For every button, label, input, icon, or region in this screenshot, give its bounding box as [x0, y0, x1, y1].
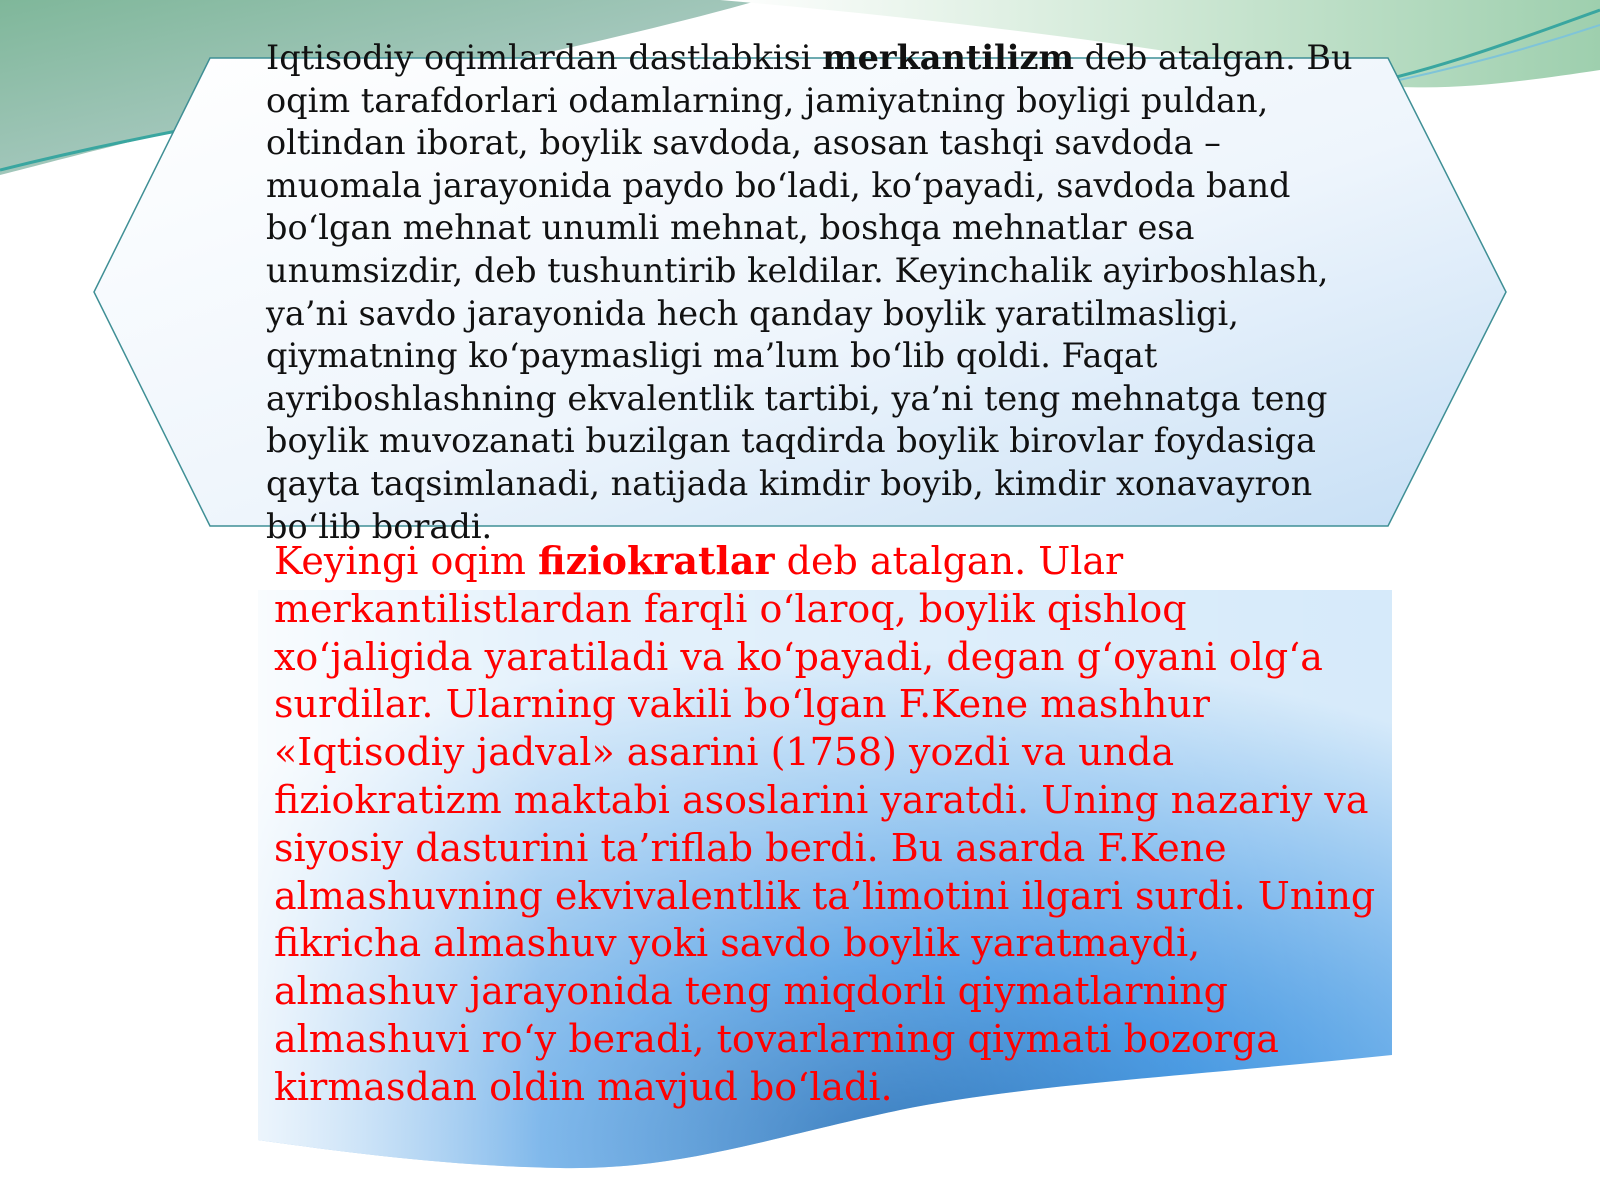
paragraph1-body: deb atalgan. Bu oqim tarafdorlari odamlarning, jamiyatning boyligi puldan, oltindan iborat, boylik savdoda, asosan tashqi savdoda – muomala jarayonida paydo bo‘ladi, ko‘payadi, savdoda band bo‘lgan mehnat unumli mehnat, boshqa mehnatlar esa unumsizdir, deb tushuntirib keldilar. Keyinchalik ayirboshlash, ya’ni savdo jarayonida hech qanday boylik yaratilmasligi, qiymatning ko‘paymasligi ma’lum bo‘lib qoldi. Faqat ayriboshlashning ekvalentlik tartibi, ya’ni teng mehnatga teng boylik muvozanati buzilgan taqdirda boylik birovlar foydasiga qayta taqsimlanadi, natijada kimdir boyib, kimdir xonavayron bo‘lib boradi. [266, 38, 1353, 546]
merkantilizm-term: merkantilizm [822, 38, 1074, 77]
paragraph2-intro: Keyingi oqim [274, 539, 538, 583]
paragraph2-body: deb atalgan. Ular merkantilistlardan farqli o‘laroq, boylik qishloq xo‘jaligida yaratiladi va ko‘payadi, degan g‘oyani olg‘a surdilar. Ularning vakili bo‘lgan F.Kene mashhur «Iqtisodiy jadval» asarini (1758) yozdi va unda fiziokratizm maktabi asoslarini yaratdi. Uning nazariy va siyosiy dasturini ta’riflab berdi. Bu asarda F.Kene almashuvning ekvivalentlik ta’limotini ilgari surdi. Uning fikricha almashuv yoki savdo boylik yaratmaydi, almashuv jarayonida teng miqdorli qiymatlarning almashuvi ro‘y beradi, tovarlarning qiymati bozorga kirmasdan oldin mavjud bo‘ladi. [274, 539, 1376, 1109]
paragraph1-intro: Iqtisodiy oqimlardan dastlabkisi [266, 38, 823, 77]
merkantilizm-paragraph [266, 37, 1376, 548]
fiziokratlar-term: fiziokratlar [537, 538, 775, 583]
fiziokratlar-paragraph [274, 537, 1384, 1112]
